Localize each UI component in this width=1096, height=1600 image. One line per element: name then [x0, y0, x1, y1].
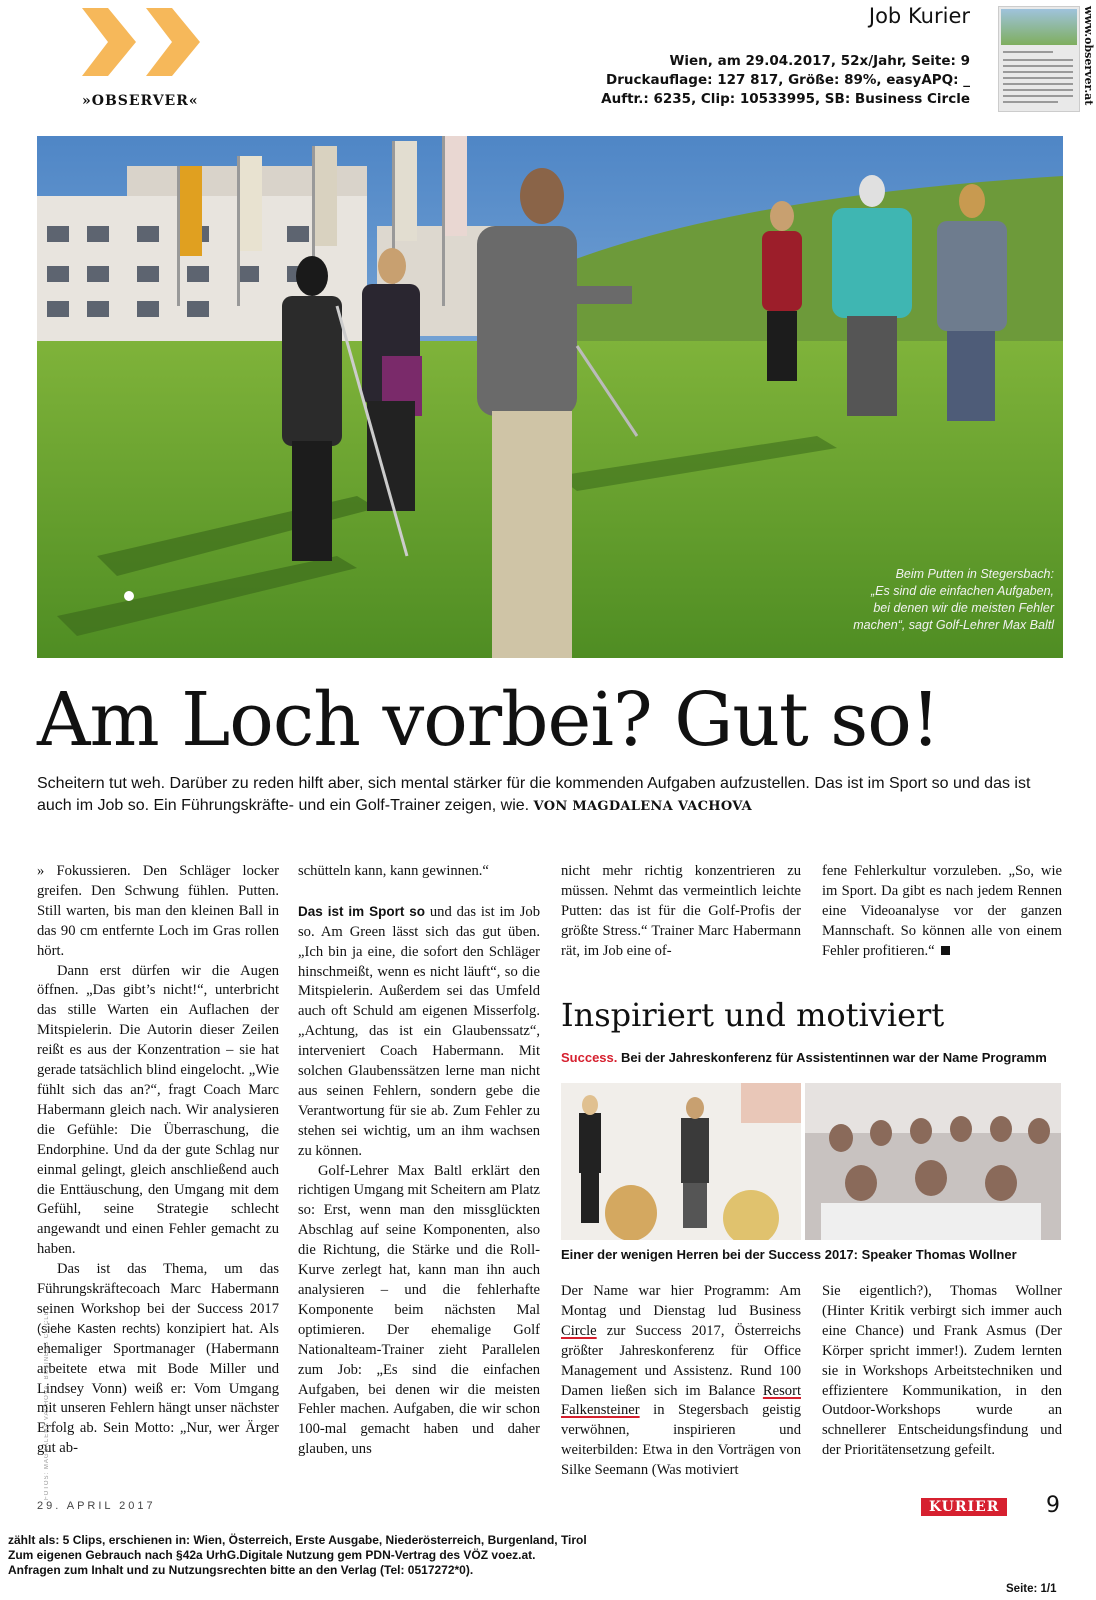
clip-info-line: Anfragen zum Inhalt und zu Nutzungsrechten bitte an den Verlag (Tel: 0517272*0). — [8, 1563, 474, 1577]
paragraph-text: und das ist im Job so. Am Green lässt sich das gut üben. „Ich bin ja eine, die sofort den Schläger hinschmeißt, wenn es nicht läuft“, so die Mitspielerin. Außerdem sei das Umfeld auch oft Schuld am eigenen Misserfolg. „Achtung, das ist ein Glaubenssatz“, interveniert Coach Habermann. Mit solchen Glaubenssätzen lerne man nicht aus seinen Fehlern, sondern gebe die Verantwortung für sie ab. Zum Fehler zu stehen sei wichtig, um an ihm wachsen zu können. — [298, 903, 541, 1159]
box-kicker: Success. — [561, 1050, 618, 1065]
clip-info-line: Zum eigenen Gebrauch nach §42a UrhG.Digitale Nutzung gem PDN-Vertrag des VÖZ voez.at. — [8, 1548, 536, 1562]
meta-line: Druckauflage: 127 817, Größe: 89%, easyAPQ: _ — [606, 72, 970, 88]
meta-line: Auftr.: 6235, Clip: 10533995, SB: Business Circle — [601, 91, 970, 107]
page-number: 9 — [1046, 1493, 1060, 1518]
page-thumbnail — [998, 6, 1080, 112]
paragraph-text: konzipiert hat. Als ehemaliger Sportmanager (Habermann arbeitete etwa mit Bode Miller und Lindsey Vonn) weiß er: Vom Umgang mit unseren Fehlern hängt unser nächster Erfolg ab. Sein Motto: „Nur, wer Ärger gut ab- — [37, 1320, 279, 1457]
article-column-1 — [37, 862, 279, 1459]
subhead-lead: Das ist im Sport so — [298, 903, 426, 919]
end-mark-icon — [941, 946, 950, 955]
article-column-3 — [561, 862, 801, 962]
box-sub-text: Bei der Jahreskonferenz für Assistentinnen war der Name Programm — [621, 1050, 1047, 1065]
side-url: www.observer.at — [1082, 6, 1095, 106]
paragraph — [822, 862, 1062, 962]
observer-logo-chevron-left — [78, 6, 138, 78]
box-column-1 — [561, 1282, 801, 1481]
caption-line: Beim Putten in Stegersbach: — [895, 567, 1054, 581]
article-lead — [37, 773, 1037, 818]
highlighted-term: Resort Falkensteiner — [561, 1382, 801, 1419]
lead-text: Scheitern tut weh. Darüber zu reden hilft aber, sich mental stärker für die kommenden Aufgaben aufzustellen. Das ist im Sport so und das ist auch im Job so. Ein Führungskräfte- und ein Golf-Trainer zeigen, wie. — [37, 775, 1031, 814]
footer-date: 29. APRIL 2017 — [37, 1500, 156, 1512]
box-column-2: Sie eigentlich?), Thomas Wollner (Hinter Kritik verbirgt sich immer auch eine Chance) und Frank Asmus (Der Körper spricht immer!). Zudem lernten sie in Workshops Arbeitstechniken und effizientere Kommunikation, in den Outdoor-Workshops wurde an schnellerer Entscheidungsfindung und der Prioritätensetzung gefeilt. — [822, 1283, 1062, 1459]
caption-line: machen“, sagt Golf-Lehrer Max Baltl — [853, 618, 1054, 632]
photo-caption — [824, 566, 1054, 634]
observer-logo-chevron-right — [142, 6, 202, 78]
article-column-2 — [298, 862, 540, 1460]
observer-logo-text: »OBSERVER« — [82, 93, 199, 109]
box-headline: Inspiriert und motiviert — [561, 996, 945, 1034]
paragraph: Dann erst dürfen wir die Augen öffnen. „Das gibt’s nicht!“, unterbricht das stille Warten ein Auflachen der Mitspielerin. Die Autorin dieser Zeilen reißt es aus der Konzentration – sie hat gerade tatsächlich blind eingelocht. „Wie fühlt sich das an?“, fragt Coach Marc Habermann gleich nach. Wir analysieren die Gefühle: Die Überraschung, die Endorphine. Und da der gute Schlag nur einmal gelingt, gleich anschließend auch die Enttäuschung, den Umgang mit dem Gefühl, seine Strategie schlecht angewandt und einen Fehler gemacht zu haben. — [37, 962, 279, 1258]
box-subheadline — [561, 1050, 1047, 1065]
box-text: zur Success 2017, Österreichs größter Jahreskonferenz für Office Management und Assistenz. Rund 100 Damen ließen sich im Balance — [561, 1322, 801, 1399]
seite-indicator: Seite: 1/1 — [1006, 1583, 1057, 1595]
paragraph — [298, 902, 540, 1162]
caption-line: „Es sind die einfachen Aufgaben, — [871, 584, 1054, 598]
box-text: Der Name war hier Programm: Am Montag und Dienstag lud Business — [561, 1283, 801, 1319]
kurier-logo: KURIER — [921, 1498, 1007, 1516]
paragraph-text: Das ist das Thema, um das Führungskräftecoach Marc Habermann seinen Workshop bei der Success 2017 — [37, 1261, 279, 1317]
paragraph: Golf-Lehrer Max Baltl erklärt den richtigen Umgang mit Scheitern am Platz so: Erst, wenn man den missglückten Abschlag auf seine Komponenten, also die Richtung, die Stärke und die Roll-Kurve zerlegt hat, kann man ihn auch analysieren – und die fehlerhafte Komponente beim nächsten Mal optimieren. Der ehemalige Golf Nationalteam-Trainer zieht Parallelen zum Job: „Es sind die einfachen Aufgaben, bei denen wir die meisten Fehler machen. Aufgaben, die wir schon 100-mal gemacht haben und daher glauben, uns — [298, 1162, 540, 1458]
paragraph: nicht mehr richtig konzentrieren zu müssen. Nehmt das vermeintlich leichte Putten: das ist für die Golf-Profis der größte Stress.“ Trainer Marc Habermann rät, im Job eine of- — [561, 863, 801, 959]
meta-line: Wien, am 29.04.2017, 52x/Jahr, Seite: 9 — [669, 53, 970, 69]
publication-name: Job Kurier — [868, 4, 970, 28]
box-photo-caption: Einer der wenigen Herren bei der Success 2017: Speaker Thomas Wollner — [561, 1247, 1017, 1262]
paragraph: » Fokussieren. Den Schläger locker greifen. Den Schwung fühlen. Putten. Still warten, bis man den kleinen Ball in das 90 cm entfernte Loch im Gras rollen hört. — [37, 863, 279, 959]
clip-metadata — [601, 52, 970, 109]
article-column-4 — [822, 862, 1062, 962]
conference-photos — [561, 1083, 1061, 1240]
caption-line: bei denen wir die meisten Fehler — [873, 601, 1054, 615]
photo-credit-vertical: FOTOS: MAGDALENA VACHOVA, BUSINESS CIRCLE — [44, 1310, 50, 1500]
article-headline: Am Loch vorbei? Gut so! — [37, 677, 940, 763]
byline: VON MAGDALENA VACHOVA — [533, 799, 752, 814]
clip-info-line: zählt als: 5 Clips, erschienen in: Wien, Österreich, Erste Ausgabe, Niederösterreich, Burgenland, Tirol — [8, 1533, 587, 1547]
box-text: in Stegersbach geistig verwöhnen, inspirieren und weiterbilden: Etwa in den Vorträgen von Silke Seemann (Was motiviert — [561, 1402, 801, 1479]
paragraph-text: fene Fehlerkultur vorzuleben. „So, wie im Sport. Da gibt es nach jedem Rennen eine Videoanalyse vor der ganzen Mannschaft. So können alle von einem Fehler profitieren.“ — [822, 863, 1062, 959]
paragraph — [37, 1260, 279, 1459]
paragraph: schütteln kann, kann gewinnen.“ — [298, 863, 489, 879]
highlighted-term: Circle — [561, 1322, 597, 1339]
paragraph-note: (siehe Kasten rechts) — [37, 1321, 161, 1336]
